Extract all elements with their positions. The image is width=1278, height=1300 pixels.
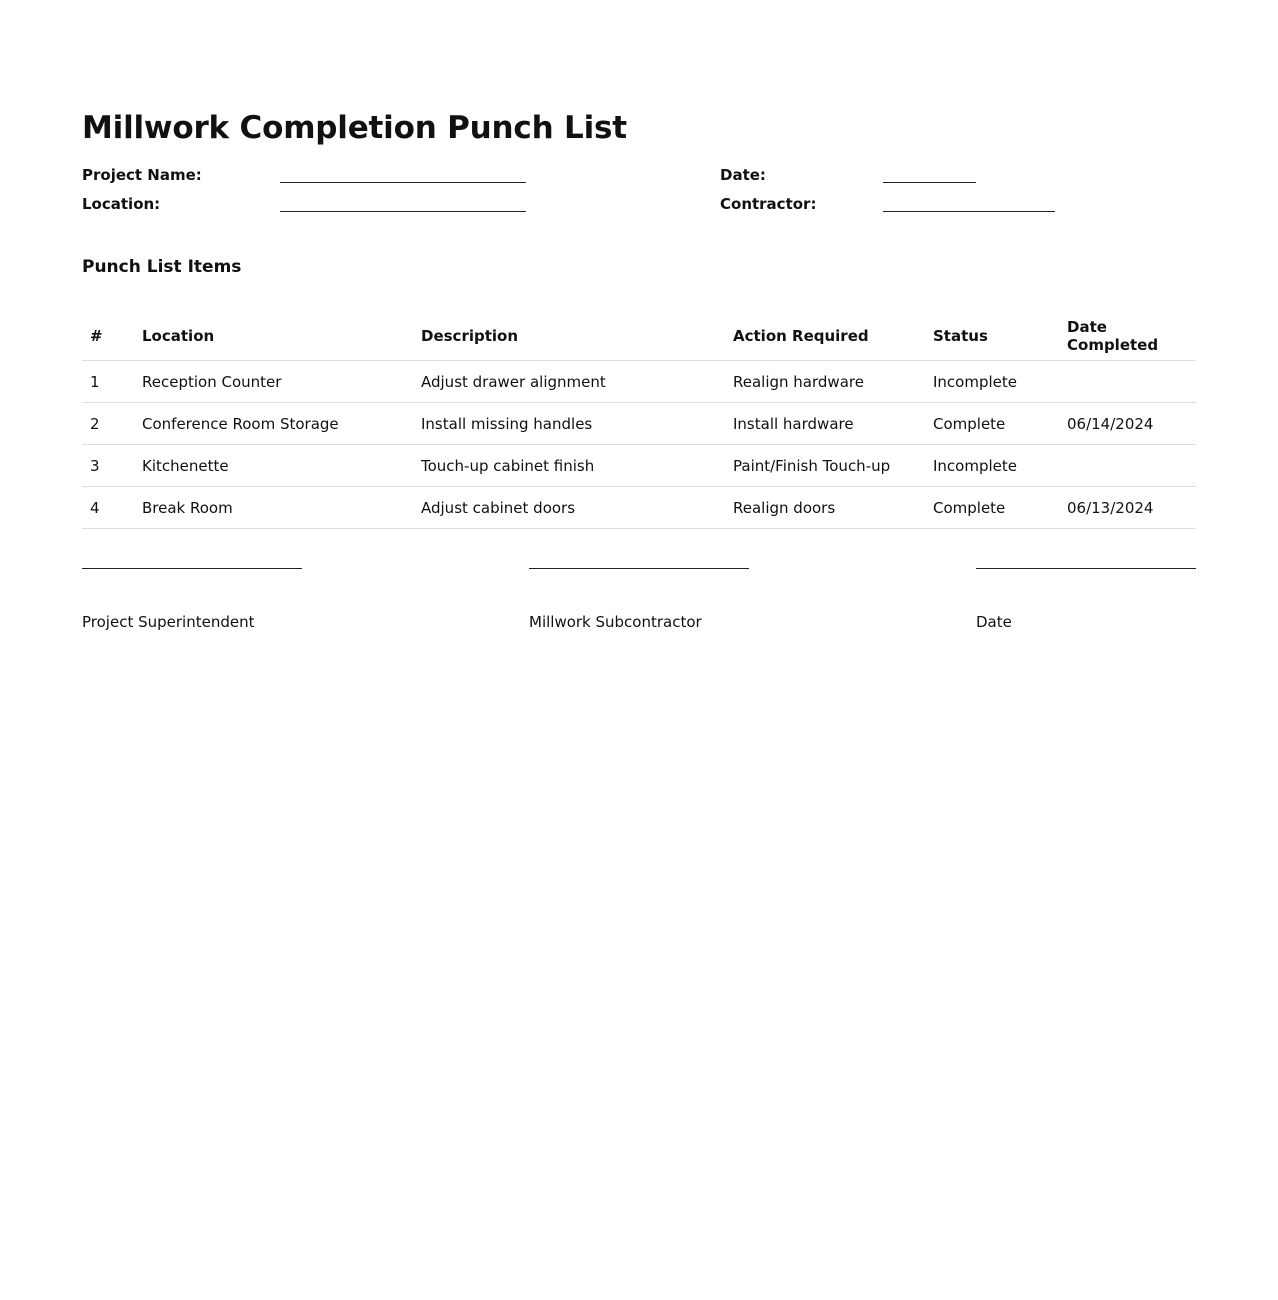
project-info	[82, 164, 1196, 234]
signature-superintendent	[82, 560, 302, 632]
date-label: Date:	[720, 166, 766, 184]
contractor-label: Contractor:	[720, 195, 817, 213]
date-field[interactable]	[883, 182, 976, 183]
row-location: Break Room	[142, 487, 421, 529]
table-row	[82, 361, 1196, 403]
row-description: Install missing handles	[421, 403, 733, 445]
row-status: Complete	[933, 487, 1067, 529]
project-name-field[interactable]	[280, 182, 526, 183]
location-field[interactable]	[280, 211, 526, 212]
info-row-1	[82, 164, 1196, 186]
contractor-field[interactable]	[883, 211, 1055, 212]
document-title: Millwork Completion Punch List	[82, 110, 627, 146]
row-action: Paint/Finish Touch-up	[733, 445, 933, 487]
location-label: Location:	[82, 195, 161, 213]
info-row-2	[82, 193, 1196, 215]
row-action: Install hardware	[733, 403, 933, 445]
row-date-completed: 06/14/2024	[1067, 403, 1196, 445]
row-number: 1	[82, 361, 142, 403]
row-status: Incomplete	[933, 361, 1067, 403]
table-row	[82, 445, 1196, 487]
column-header-date-completed: Date Completed	[1067, 318, 1196, 361]
row-date-completed	[1067, 361, 1196, 403]
row-description: Adjust drawer alignment	[421, 361, 733, 403]
row-number: 4	[82, 487, 142, 529]
row-description: Touch-up cabinet finish	[421, 445, 733, 487]
column-header-number: #	[82, 318, 142, 361]
subcontractor-signature-label: Millwork Subcontractor	[529, 613, 702, 631]
punch-list-heading: Punch List Items	[82, 257, 242, 277]
table-row	[82, 403, 1196, 445]
signature-block	[82, 560, 1196, 640]
row-number: 2	[82, 403, 142, 445]
punch-list-document	[82, 108, 1196, 631]
subcontractor-signature-line[interactable]	[529, 568, 749, 569]
row-location: Reception Counter	[142, 361, 421, 403]
row-action: Realign doors	[733, 487, 933, 529]
table-header-row	[82, 318, 1196, 361]
signature-date-line[interactable]	[976, 568, 1196, 569]
superintendent-signature-label: Project Superintendent	[82, 613, 255, 631]
row-number: 3	[82, 445, 142, 487]
column-header-status: Status	[933, 318, 1067, 361]
row-location: Kitchenette	[142, 445, 421, 487]
row-action: Realign hardware	[733, 361, 933, 403]
project-name-label: Project Name:	[82, 166, 202, 184]
row-description: Adjust cabinet doors	[421, 487, 733, 529]
row-location: Conference Room Storage	[142, 403, 421, 445]
table-row	[82, 487, 1196, 529]
signature-date	[976, 560, 1196, 632]
column-header-location: Location	[142, 318, 421, 361]
column-header-description: Description	[421, 318, 733, 361]
column-header-action: Action Required	[733, 318, 933, 361]
signature-date-label: Date	[976, 613, 1012, 631]
row-date-completed	[1067, 445, 1196, 487]
superintendent-signature-line[interactable]	[82, 568, 302, 569]
row-date-completed: 06/13/2024	[1067, 487, 1196, 529]
punch-list-table	[82, 318, 1196, 529]
signature-subcontractor	[529, 560, 749, 632]
row-status: Incomplete	[933, 445, 1067, 487]
row-status: Complete	[933, 403, 1067, 445]
